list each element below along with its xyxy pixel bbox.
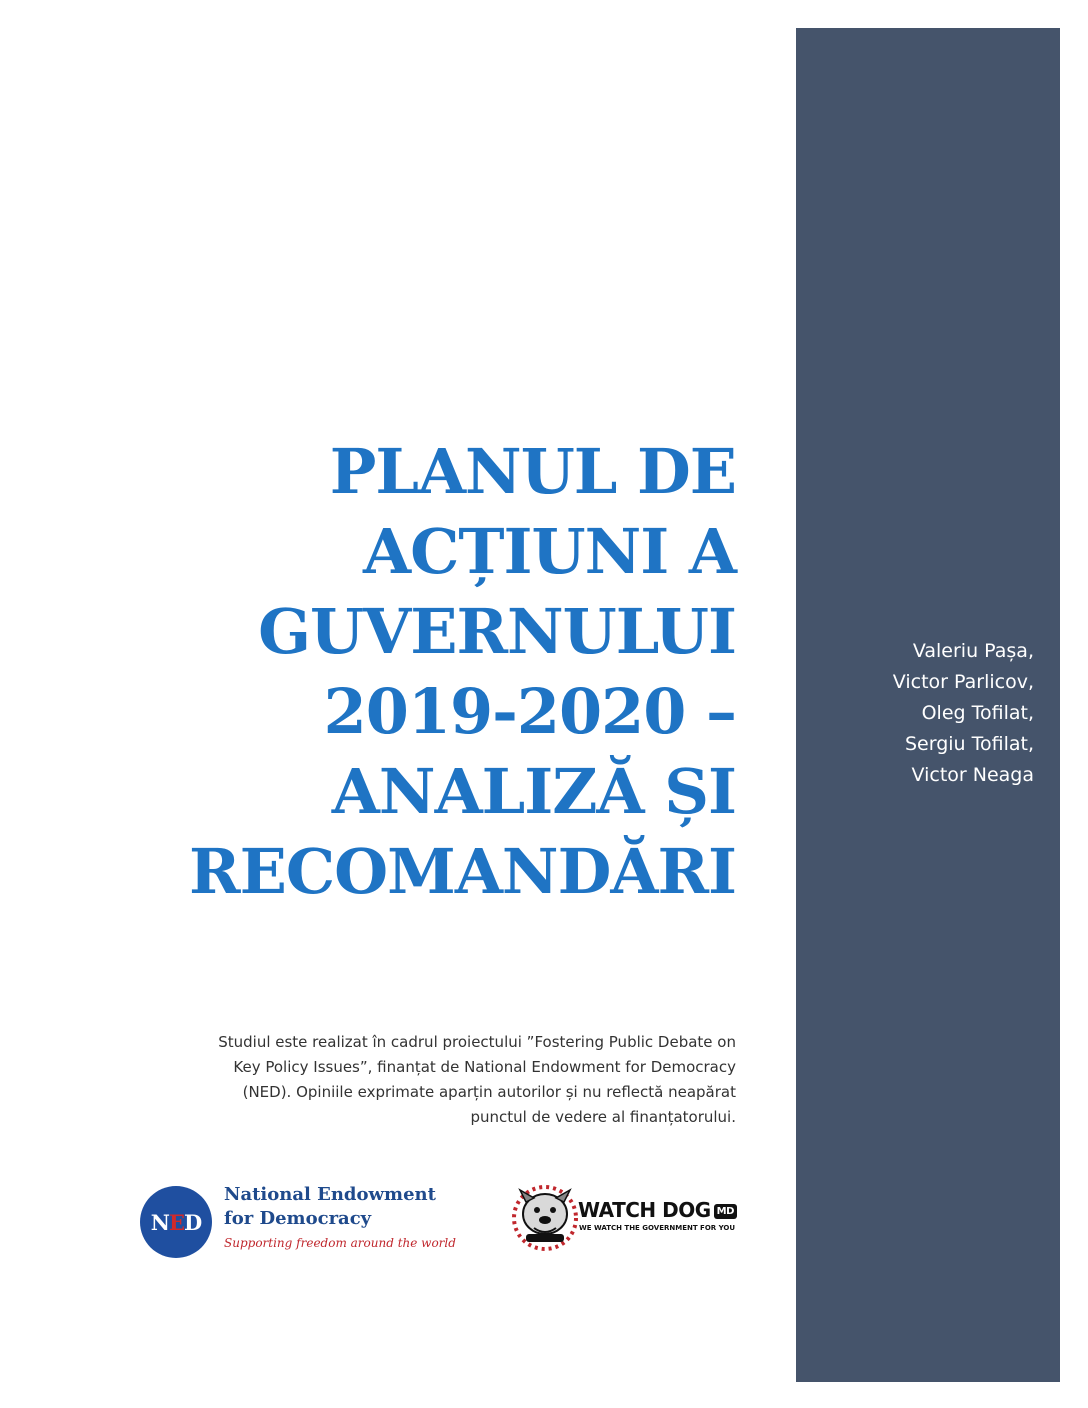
- watchdog-name-text: WATCH DOG: [578, 1198, 711, 1222]
- ned-logo: [140, 1182, 456, 1262]
- note-line: punctul de vedere al finanțatorului.: [470, 1108, 736, 1126]
- document-title: [36, 432, 736, 912]
- side-panel: [796, 28, 1060, 1382]
- note-line: Key Policy Issues”, finanțat de National Endowment for Democracy: [233, 1058, 736, 1076]
- watchdog-logo: [512, 1184, 736, 1254]
- note-line: Studiul este realizat în cadrul proiectului ”Fostering Public Debate on: [218, 1033, 736, 1051]
- title-line: PLANUL DE: [329, 435, 736, 508]
- authors-list: [893, 636, 1034, 791]
- note-line: (NED). Opiniile exprimate aparțin autorilor și nu reflectă neapărat: [242, 1083, 736, 1101]
- title-line: RECOMANDĂRI: [189, 835, 736, 908]
- title-line: 2019-2020 –: [323, 675, 736, 748]
- title-line: ACȚIUNI A: [362, 515, 736, 588]
- ned-emblem: [140, 1186, 212, 1258]
- title-line: GUVERNULUI: [258, 595, 736, 668]
- ned-mark-d: D: [184, 1209, 202, 1235]
- ned-mark-n: N: [150, 1209, 169, 1235]
- watchdog-name: [578, 1198, 737, 1222]
- ned-mark-e: E: [168, 1209, 184, 1235]
- author-name: Sergiu Tofilat,: [904, 733, 1034, 755]
- bulldog-icon: [512, 1184, 578, 1252]
- author-name: Valeriu Pașa,: [912, 640, 1034, 662]
- author-name: Victor Neaga: [911, 764, 1034, 786]
- author-name: Oleg Tofilat,: [921, 702, 1034, 724]
- ned-name-line1: National Endowment: [224, 1184, 436, 1205]
- funding-note: [116, 1030, 736, 1130]
- ned-name-line2: for Democracy: [224, 1208, 372, 1229]
- watchdog-badge: MD: [714, 1204, 737, 1219]
- title-line: ANALIZĂ ȘI: [331, 755, 736, 828]
- author-name: Victor Parlicov,: [892, 671, 1034, 693]
- watchdog-tagline: WE WATCH THE GOVERNMENT FOR YOU: [579, 1224, 736, 1232]
- ned-tagline: Supporting freedom around the world: [224, 1236, 456, 1250]
